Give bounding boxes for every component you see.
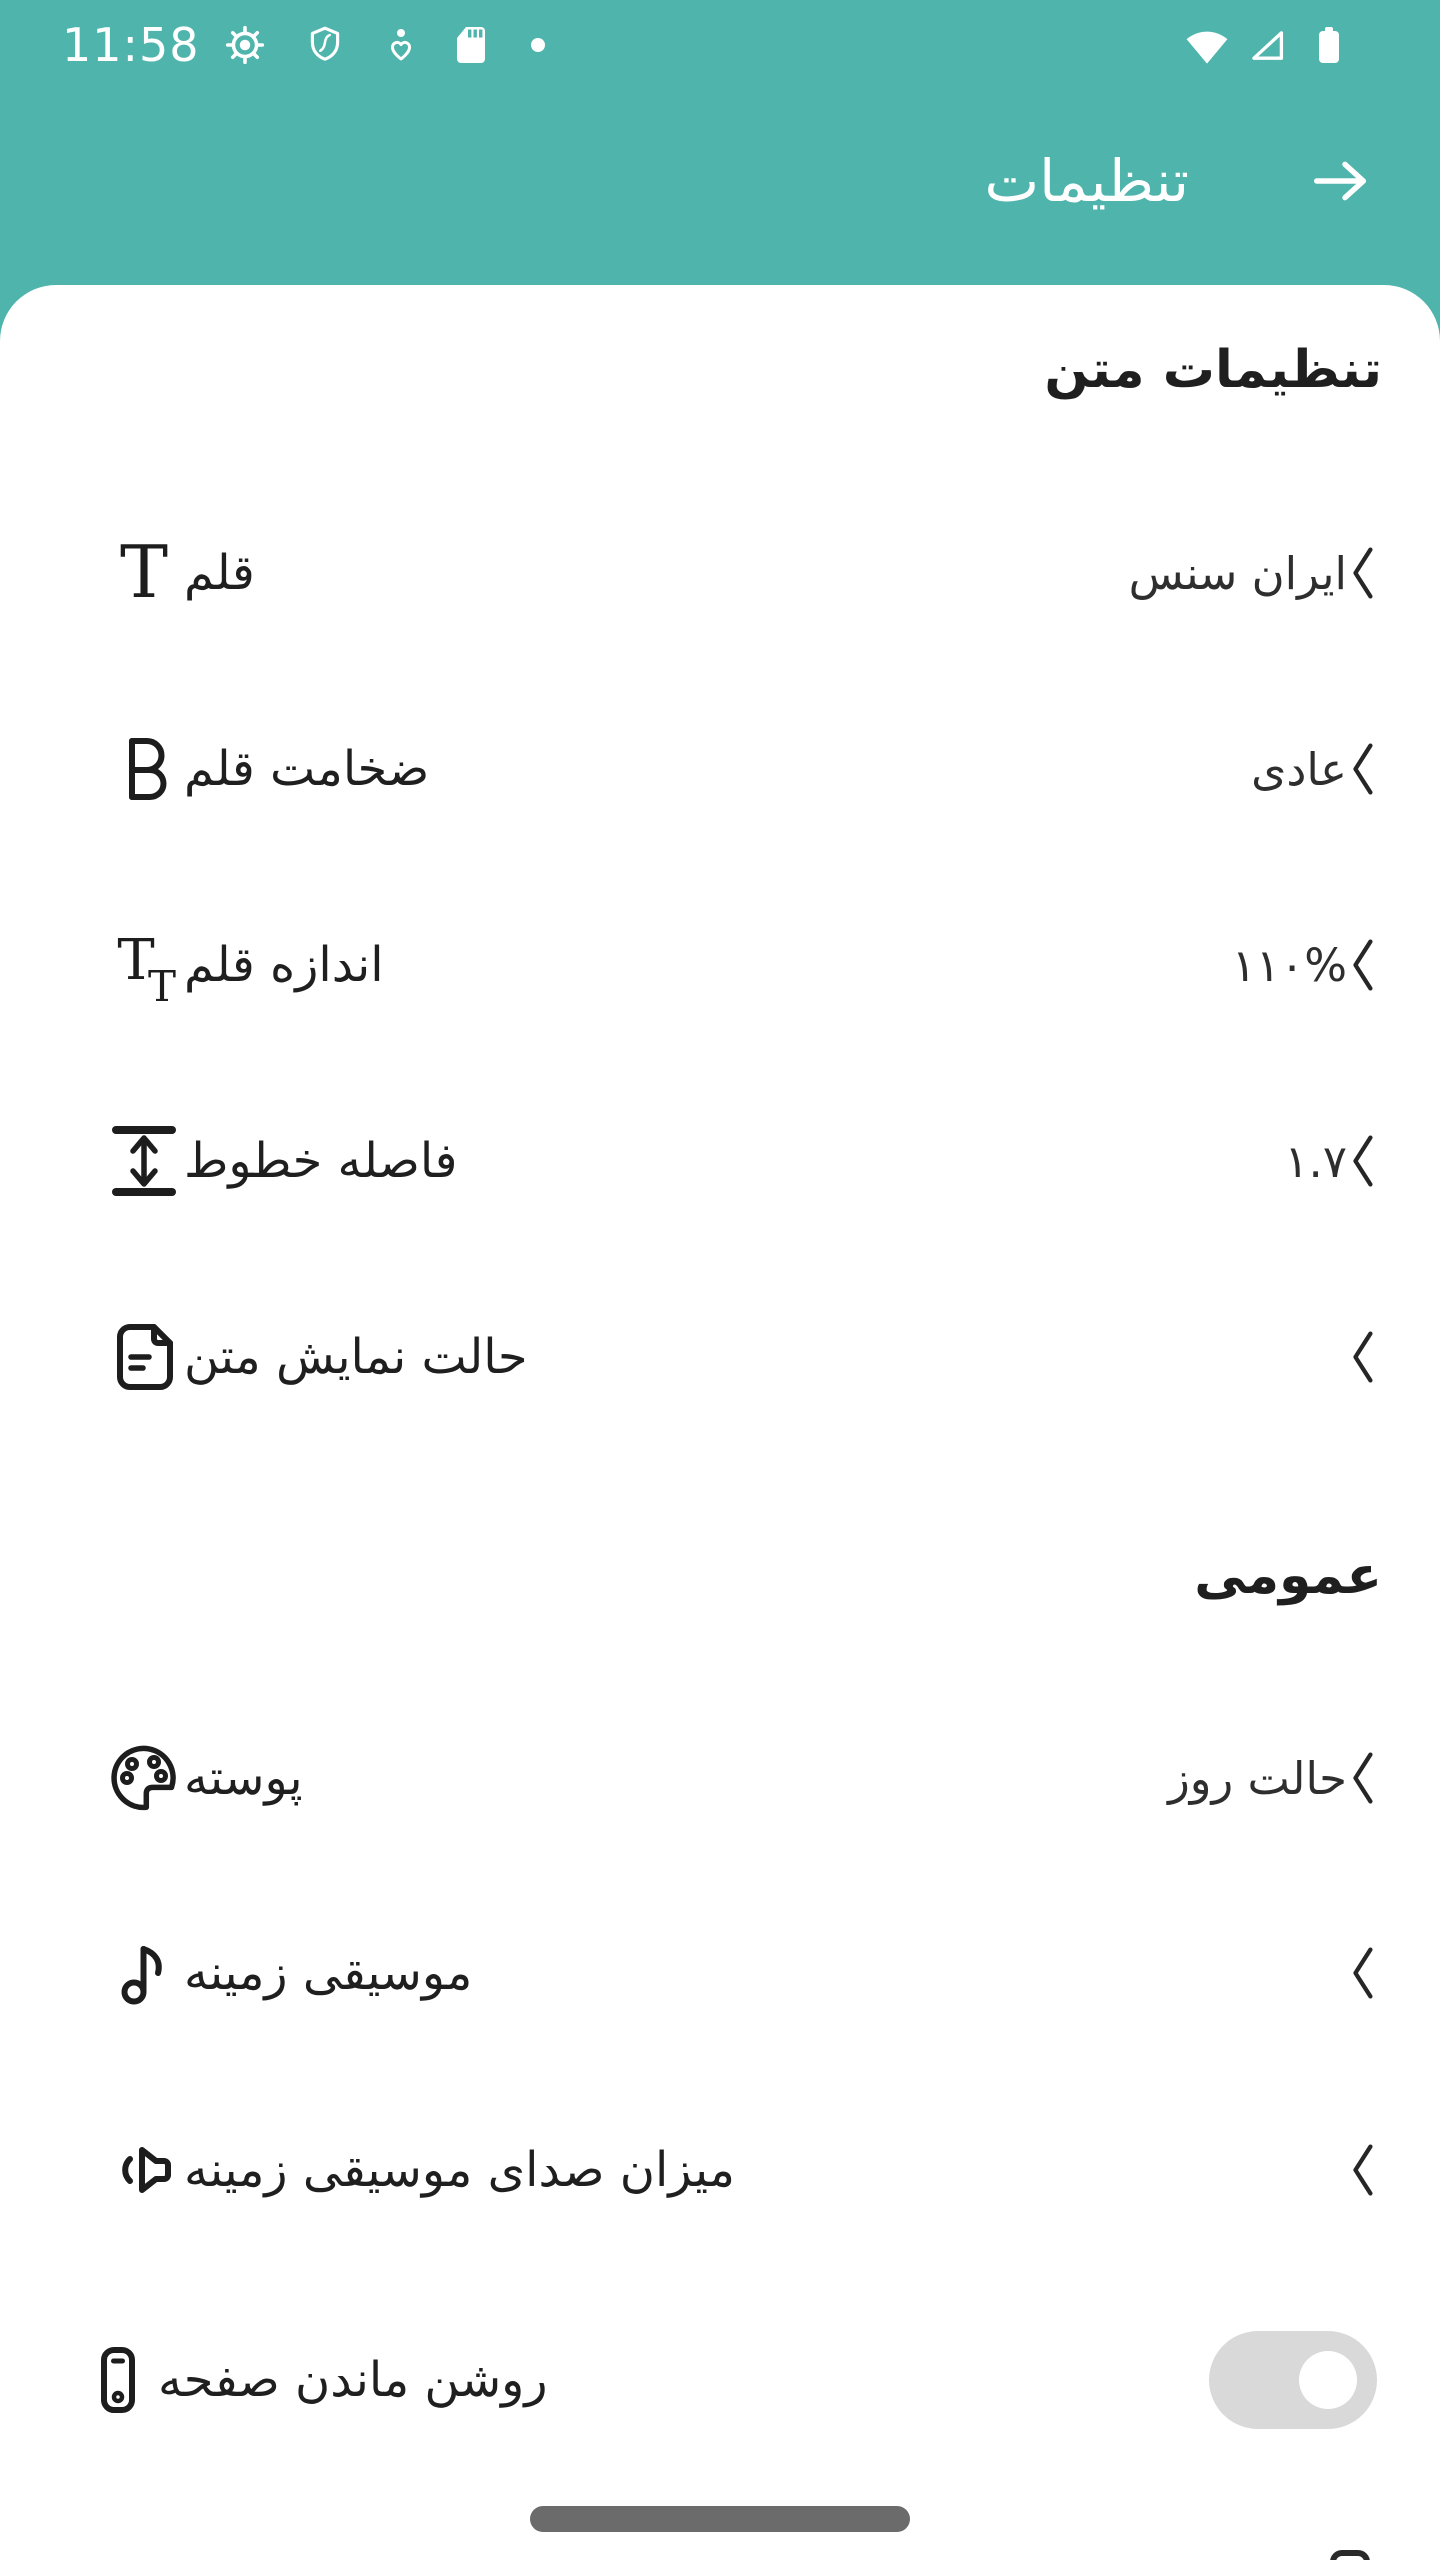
sd-card-icon	[452, 25, 490, 65]
svg-text:T: T	[147, 962, 177, 1011]
section-title-general: عمومی	[1194, 1546, 1382, 1606]
setting-value: ۱.۷	[1284, 1134, 1347, 1188]
section-title-text-settings: تنظیمات متن	[1044, 340, 1382, 400]
setting-row-keep-screen-on[interactable]	[0, 2300, 1440, 2460]
wellbeing-icon	[384, 25, 418, 65]
clock: 11:58	[62, 18, 200, 72]
chevron-left-icon[interactable]	[1347, 739, 1377, 799]
font-icon	[104, 533, 184, 613]
svg-text:T: T	[117, 928, 155, 993]
keep-screen-on-toggle[interactable]	[1209, 2331, 1377, 2429]
setting-value: ۱۱۰%	[1231, 938, 1347, 992]
speaker-icon	[104, 2130, 184, 2210]
setting-value: ایران سنس	[1128, 546, 1347, 600]
chevron-left-icon[interactable]	[1347, 1748, 1377, 1808]
notification-dot-icon	[530, 37, 546, 53]
chevron-left-icon[interactable]	[1347, 543, 1377, 603]
chevron-left-icon[interactable]	[1347, 1327, 1377, 1387]
setting-label: روشن ماندن صفحه	[158, 2352, 548, 2408]
music-note-icon	[104, 1933, 184, 2013]
page-title: تنظیمات	[984, 147, 1189, 215]
setting-row-theme[interactable]	[0, 1698, 1440, 1858]
setting-row-line-spacing[interactable]	[0, 1081, 1440, 1241]
setting-label: قلم	[184, 545, 255, 601]
setting-row-font[interactable]	[0, 493, 1440, 653]
setting-value: حالت روز	[1168, 1751, 1347, 1805]
setting-label: حالت نمایش متن	[184, 1329, 528, 1385]
setting-label: موسیقی زمینه	[184, 1945, 473, 2001]
setting-row-font-weight[interactable]	[0, 689, 1440, 849]
chevron-left-icon[interactable]	[1347, 935, 1377, 995]
chevron-left-icon[interactable]	[1347, 1131, 1377, 1191]
battery-icon	[1314, 24, 1344, 66]
setting-label: فاصله خطوط	[184, 1133, 458, 1189]
app-bar	[0, 84, 1440, 284]
status-bar	[0, 0, 1440, 84]
setting-value: عادی	[1251, 742, 1347, 796]
phone-icon	[78, 2340, 158, 2420]
setting-label: اندازه قلم	[184, 937, 384, 993]
wifi-icon	[1182, 24, 1232, 66]
chevron-left-icon[interactable]	[1347, 1943, 1377, 2003]
back-arrow-button[interactable]	[1310, 151, 1370, 211]
chevron-left-icon[interactable]	[1347, 2140, 1377, 2200]
setting-label: پوسته	[184, 1750, 303, 1806]
navigation-handle[interactable]	[530, 2506, 910, 2532]
setting-row-background-music[interactable]	[0, 1893, 1440, 2053]
document-icon	[104, 1317, 184, 1397]
font-size-icon	[104, 925, 184, 1011]
setting-label: میزان صدای موسیقی زمینه	[184, 2142, 735, 2198]
shield-icon	[304, 24, 346, 66]
partial-next-row-icon	[1330, 2550, 1370, 2560]
line-spacing-icon	[104, 1121, 184, 1201]
cell-signal-icon	[1244, 25, 1288, 65]
svg-text:T: T	[119, 533, 169, 613]
palette-icon	[104, 1738, 184, 1818]
setting-row-font-size[interactable]	[0, 885, 1440, 1045]
setting-row-text-display-mode[interactable]	[0, 1277, 1440, 1437]
settings-gear-icon	[224, 24, 266, 66]
setting-label: ضخامت قلم	[184, 741, 430, 797]
toggle-knob	[1299, 2351, 1357, 2409]
setting-row-music-volume[interactable]	[0, 2090, 1440, 2250]
bold-icon	[104, 729, 184, 809]
